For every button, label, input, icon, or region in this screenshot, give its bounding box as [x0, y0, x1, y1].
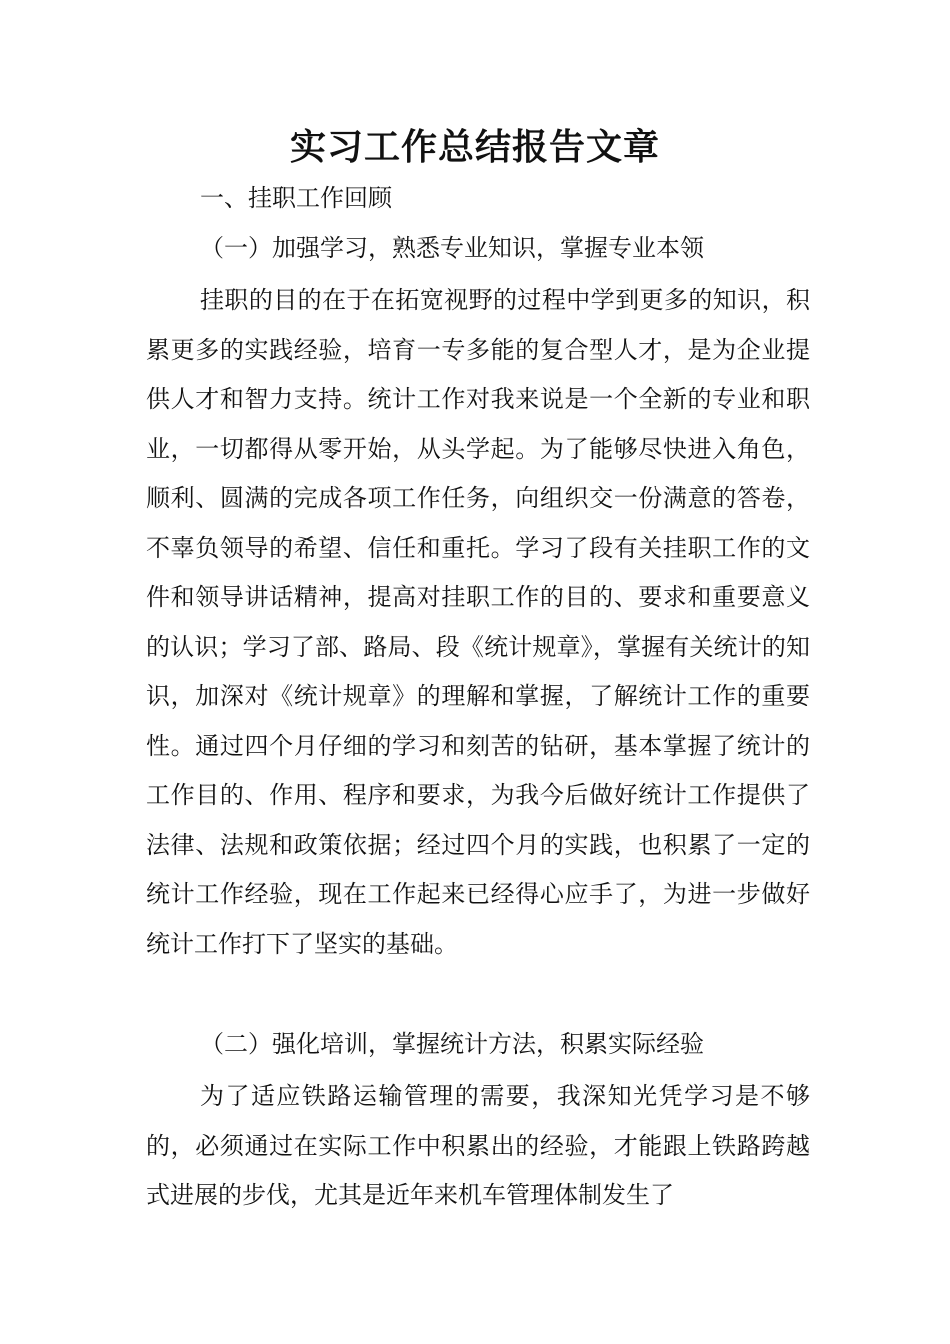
body-paragraph-1: 挂职的目的在于在拓宽视野的过程中学到更多的知识，积累更多的实践经验，培育一专多能的复合型人才，是为企业提供人才和智力支持。统计工作对我来说是一个全新的专业和职业，一切都得从零开始，从头学起。为了能够尽快进入角色，顺利、圆满的完成各项工作任务，向组织交一份满意的答卷，不辜负领导的希望、信任和重托。学习了段有关挂职工作的文件和领导讲话精神，提高对挂职工作的目的、要求和重要意义的认识；学习了部、路局、段《统计规章》，掌握有关统计的知识，加深对《统计规章》的理解和掌握，了解统计工作的重要性。通过四个月仔细的学习和刻苦的钻研，基本掌握了统计的工作目的、作用、程序和要求，为我今后做好统计工作提供了法律、法规和政策依据；经过四个月的实践，也积累了一定的统计工作经验，现在工作起来已经得心应手了，为进一步做好统计工作打下了坚实的基础。 [146, 286, 810, 958]
section-heading: 一、挂职工作回顾 [200, 184, 392, 212]
document-title: 实习工作总结报告文章 [289, 127, 660, 168]
body-paragraph-2: 为了适应铁路运输管理的需要，我深知光凭学习是不够的，必须通过在实际工作中积累出的经验，才能跟上铁路跨越式进展的步伐，尤其是近年来机车管理体制发生了 [146, 1082, 810, 1209]
subsection-heading-1: （一）加强学习，熟悉专业知识，掌握专业本领 [200, 234, 704, 262]
subsection-heading-2: （二）强化培训，掌握统计方法，积累实际经验 [200, 1030, 704, 1058]
